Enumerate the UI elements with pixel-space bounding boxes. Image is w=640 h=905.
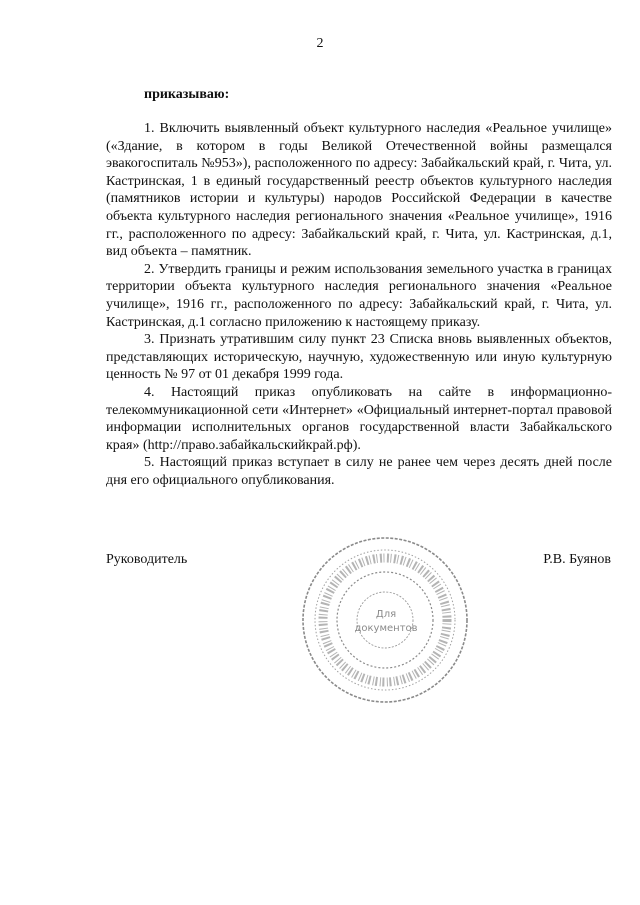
order-paragraph-5: 5. Настоящий приказ вступает в силу не ранее чем через десять дней после дня его официального опубликования. xyxy=(106,455,612,488)
seal-outer-ring xyxy=(303,538,467,702)
official-seal-stamp xyxy=(300,535,470,705)
seal-text-band xyxy=(323,558,447,682)
seal-inner-ring-2 xyxy=(357,592,413,648)
order-word: приказываю: xyxy=(144,87,230,102)
order-paragraph-4: 4. Настоящий приказ опубликовать на сайте в информационно-телекоммуникационной сети «Интернет» «Официальный интернет-портал правовой информации исполнительных органов государственной власти Забайкальского края» (http://право.забайкальскийкрай.рф). xyxy=(106,384,612,453)
seal-center-line-2: документов xyxy=(354,623,418,634)
seal-center-line-1: Для xyxy=(375,609,397,620)
order-body xyxy=(106,120,612,489)
order-paragraph-2: 2. Утвердить границы и режим использования земельного участка в границах территории объекта культурного наследия регионального значения «Реальное училище», 1916 гг., расположенного по адресу: Забайкальский край, г. Чита, ул. Кастринская, д.1 согласно приложению к настоящему приказу. xyxy=(106,261,612,330)
seal-middle-ring xyxy=(315,550,455,690)
order-paragraph-3: 3. Признать утратившим силу пункт 23 Списка вновь выявленных объектов, представляющих историческую, научную, художественную или иную культурную ценность № 97 от 01 декабря 1999 года. xyxy=(106,332,612,383)
order-paragraph-1: 1. Включить выявленный объект культурного наследия «Реальное училище» («Здание, в котором в годы Великой Отечественной войны размещался эвакогоспиталь №953»), расположенного по адресу: Забайкальский край, г. Чита, ул. Кастринская, 1 в единый государственный реестр объектов культурного наследия (памятников истории и культуры) народов Российской Федерации в качестве объекта культурного наследия регионального значения «Реальное училище», 1916 гг., расположенного по адресу: Забайкальский край, г. Чита, ул. Кастринская, д.1, вид объекта – памятник. xyxy=(106,121,612,260)
seal-inner-ring xyxy=(337,572,433,668)
signature-title: Руководитель xyxy=(106,552,188,567)
signature-name: Р.В. Буянов xyxy=(543,552,611,567)
page-number: 2 xyxy=(316,36,324,51)
